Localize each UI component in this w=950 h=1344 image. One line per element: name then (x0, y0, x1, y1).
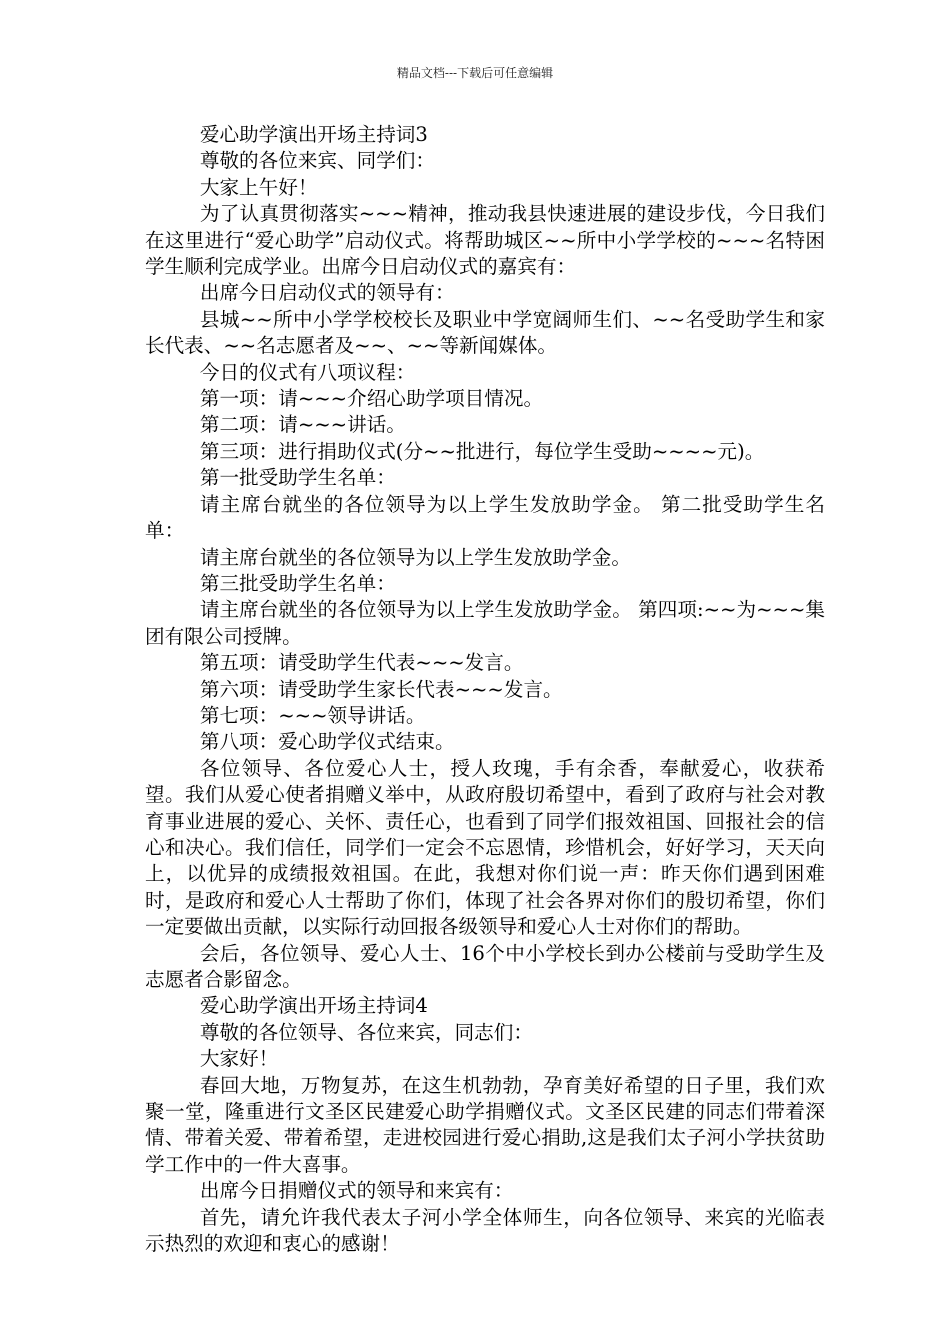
paragraph: 今日的仪式有八项议程： (199, 360, 416, 384)
agenda-item: 第五项：请受助学生代表~~~发言。 (199, 651, 524, 675)
paragraph: 请主席台就坐的各位领导为以上学生发放助学金。 第四项:~~为~~~集团有限公司授牌。 (145, 598, 825, 648)
page-header: 精品文档---下载后可任意编辑 (396, 66, 554, 80)
section-title: 爱心助学演出开场主持词4 (199, 994, 428, 1018)
agenda-item: 第一项：请~~~介绍心助学项目情况。 (199, 387, 544, 411)
paragraph: 会后，各位领导、爱心人士、16个中小学校长到办公楼前与受助学生及志愿者合影留念。 (145, 941, 825, 991)
agenda-item: 第六项：请受助学生家长代表~~~发言。 (199, 677, 563, 701)
salutation: 尊敬的各位领导、各位来宾，同志们： (199, 1020, 533, 1044)
agenda-item: 第七项：~~~领导讲话。 (199, 703, 426, 727)
section-title: 爱心助学演出开场主持词3 (199, 123, 428, 146)
agenda-item: 第八项：爱心助学仪式结束。 (199, 730, 455, 754)
paragraph: 第三批受助学生名单： (199, 571, 396, 595)
paragraph: 县城~~所中小学学校校长及职业中学宽阔师生们、~~名受助学生和家长代表、~~名志愿者及~~、~~等新闻媒体。 (145, 307, 825, 358)
paragraph: 首先，请允许我代表太子河小学全体师生，向各位领导、来宾的光临表示热烈的欢迎和衷心的感谢！ (145, 1205, 825, 1256)
paragraph: 春回大地，万物复苏，在这生机勃勃，孕育美好希望的日子里，我们欢聚一堂，隆重进行文圣区民建爱心助学捐赠仪式。文圣区民建的同志们带着深情、带着关爱、带着希望，走进校园进行爱心捐助,这是我们太子河小学扶贫助学工作中的一件大喜事。 (145, 1073, 825, 1176)
paragraph: 第一批受助学生名单： (199, 466, 396, 490)
paragraph: 请主席台就坐的各位领导为以上学生发放助学金。 (199, 545, 631, 569)
salutation: 尊敬的各位来宾、同学们： (199, 149, 435, 173)
document-body (145, 122, 825, 1257)
agenda-item: 第二项：请~~~讲话。 (199, 413, 406, 437)
paragraph: 出席今日启动仪式的领导有： (199, 281, 455, 305)
paragraph: 请主席台就坐的各位领导为以上学生发放助学金。 第二批受助学生名单： (145, 492, 825, 543)
paragraph: 出席今日捐赠仪式的领导和来宾有： (199, 1179, 514, 1203)
greeting: 大家好！ (199, 1047, 279, 1071)
paragraph: 为了认真贯彻落实~~~精神，推动我县快速进展的建设步伐，今日我们在这里进行“爱心助学”启动仪式。将帮助城区~~所中小学学校的~~~名特困学生顺利完成学业。出席今日启动仪式的嘉宾有： (145, 202, 825, 279)
agenda-item: 第三项：进行捐助仪式(分~~批进行，每位学生受助~~~~元)。 (199, 439, 765, 463)
paragraph: 各位领导、各位爱心人士，授人玫瑰，手有余香，奉献爱心，收获希望。我们从爱心使者捐赠义举中，从政府殷切希望中，看到了政府与社会对教育事业进展的爱心、关怀、责任心，也看到了同学们报效祖国、回报社会的信心和决心。我们信任，同学们一定会不忘恩情，珍惜机会，好好学习，天天向上，以优异的成绩报效祖国。在此，我想对你们说一声：昨天你们遇到困难时，是政府和爱心人士帮助了你们，体现了社会各界对你们的殷切希望，你们一定要做出贡献，以实际行动回报各级领导和爱心人士对你们的帮助。 (145, 756, 825, 939)
greeting: 大家上午好！ (199, 175, 318, 199)
